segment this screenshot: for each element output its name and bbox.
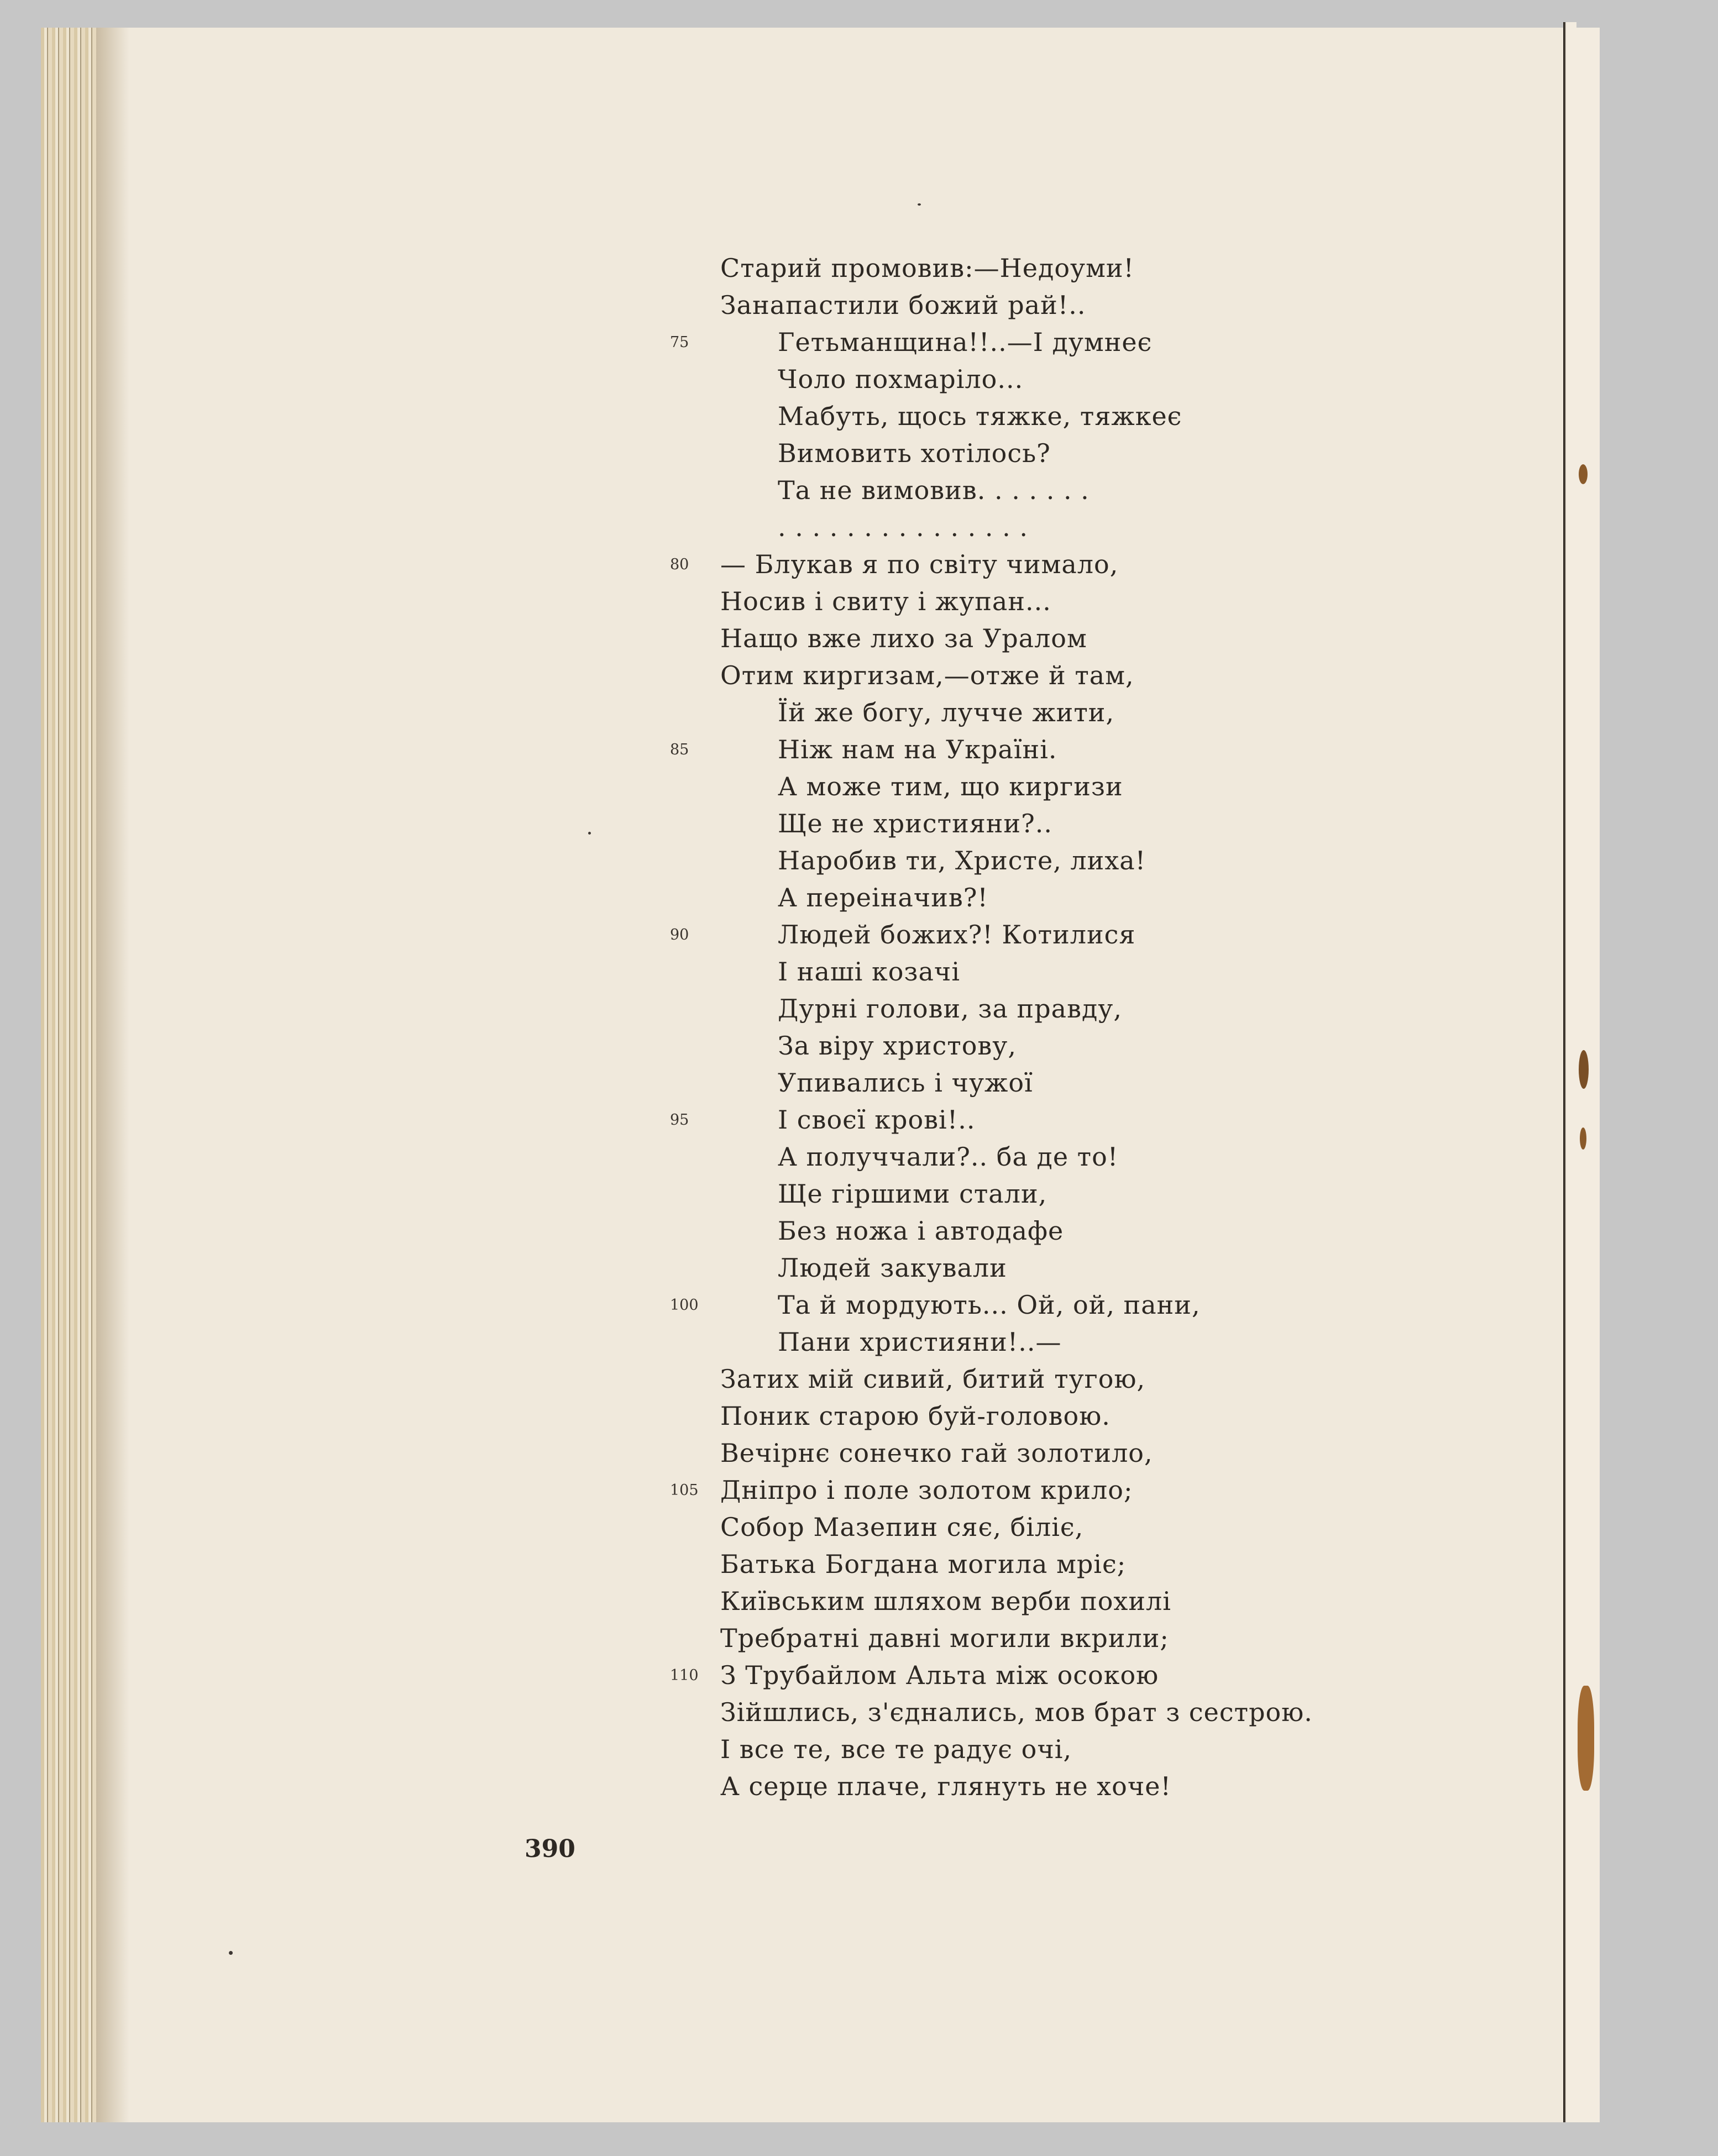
poem-line bbox=[720, 1731, 1583, 1768]
poem-line bbox=[670, 324, 1583, 361]
line-text: Дурні голови, за правду, bbox=[778, 994, 1122, 1024]
poem-line bbox=[720, 1213, 1583, 1250]
line-text: Ще гіршими стали, bbox=[778, 1179, 1047, 1209]
book-gutter bbox=[41, 28, 96, 2122]
line-text: Упивались і чужої bbox=[778, 1068, 1033, 1098]
line-number: 90 bbox=[670, 926, 689, 943]
next-page-edge bbox=[1563, 22, 1576, 2122]
poem-line bbox=[720, 657, 1583, 694]
line-text: А переіначив?! bbox=[778, 883, 988, 912]
line-text: Зійшлись, з'єднались, мов брат з сестрою. bbox=[720, 1697, 1313, 1727]
line-text: Мабуть, щось тяжке, тяжкеє bbox=[778, 401, 1182, 431]
poem-text bbox=[670, 250, 1583, 1805]
line-text: Чоло похмаріло... bbox=[778, 364, 1024, 394]
line-text: Собор Мазепин сяє, біліє, bbox=[720, 1512, 1084, 1542]
line-text: Нащо вже лихо за Уралом bbox=[720, 623, 1087, 653]
poem-line bbox=[720, 990, 1583, 1027]
poem-line bbox=[720, 250, 1583, 287]
line-text: . . . . . . . . . . . . . . . bbox=[778, 512, 1029, 542]
line-text: А получчали?.. ба де то! bbox=[778, 1142, 1119, 1172]
gutter-shadow bbox=[96, 28, 129, 2122]
line-number: 105 bbox=[670, 1482, 699, 1499]
line-text: Затих мій сивий, битий тугою, bbox=[720, 1364, 1146, 1394]
line-number: 75 bbox=[670, 334, 689, 351]
line-text: Батька Богдана могила мріє; bbox=[720, 1549, 1127, 1579]
ink-speck bbox=[229, 1951, 233, 1955]
line-text: Старий промовив:—Недоуми! bbox=[720, 253, 1135, 283]
page-stain bbox=[1579, 1050, 1589, 1089]
poem-line bbox=[720, 509, 1583, 546]
page-stain bbox=[1579, 464, 1588, 484]
poem-line bbox=[720, 1361, 1583, 1398]
poem-line bbox=[720, 583, 1583, 620]
scanned-page bbox=[41, 28, 1600, 2122]
page-number: 390 bbox=[525, 1835, 575, 1863]
line-text: Требратні давні могили вкрили; bbox=[720, 1623, 1169, 1653]
line-number: 110 bbox=[670, 1667, 699, 1684]
line-text: І своєї крові!.. bbox=[778, 1105, 976, 1135]
poem-line bbox=[720, 1324, 1583, 1361]
line-text: І наші козачі bbox=[778, 957, 961, 987]
poem-line bbox=[720, 1768, 1583, 1805]
line-text: Занапастили божий рай!.. bbox=[720, 290, 1086, 320]
poem-line bbox=[720, 1398, 1583, 1435]
poem-line bbox=[670, 1287, 1583, 1324]
line-text: Ніж нам на Україні. bbox=[778, 735, 1057, 764]
line-text: Наробив ти, Христе, лиха! bbox=[778, 846, 1146, 875]
page-stain bbox=[1580, 1127, 1586, 1150]
poem-line bbox=[720, 472, 1583, 509]
poem-line bbox=[720, 768, 1583, 805]
line-number: 85 bbox=[670, 741, 689, 758]
line-text: — Блукав я по світу чимало, bbox=[720, 549, 1119, 579]
poem-line bbox=[720, 1176, 1583, 1213]
line-text: За віру христову, bbox=[778, 1031, 1017, 1061]
poem-line bbox=[720, 1435, 1583, 1472]
poem-line bbox=[720, 1583, 1583, 1620]
poem-line bbox=[670, 731, 1583, 768]
line-text: Ще не християни?.. bbox=[778, 809, 1053, 838]
line-number: 100 bbox=[670, 1297, 699, 1314]
line-text: Отим киргизам,—отже й там, bbox=[720, 660, 1134, 690]
poem-line bbox=[720, 1509, 1583, 1546]
line-text: Вимовить хотілось? bbox=[778, 438, 1051, 468]
poem-line bbox=[720, 1694, 1583, 1731]
line-text: Пани християни!..— bbox=[778, 1327, 1062, 1357]
line-text: Київським шляхом верби похилі bbox=[720, 1586, 1171, 1616]
poem-line bbox=[670, 546, 1583, 583]
ink-speck bbox=[588, 832, 591, 835]
poem-line bbox=[720, 435, 1583, 472]
poem-line bbox=[720, 361, 1583, 398]
poem-line bbox=[670, 1657, 1583, 1694]
line-text: А може тим, що киргизи bbox=[778, 772, 1123, 801]
line-text: А серце плаче, глянуть не хоче! bbox=[720, 1771, 1171, 1801]
poem-line bbox=[720, 879, 1583, 916]
poem-line bbox=[720, 287, 1583, 324]
poem-line bbox=[720, 398, 1583, 435]
line-text: Їй же богу, лучче жити, bbox=[778, 697, 1115, 727]
line-text: Та не вимовив. . . . . . . bbox=[778, 475, 1090, 505]
poem-line bbox=[720, 1546, 1583, 1583]
page-stain bbox=[1578, 1686, 1594, 1791]
line-number: 80 bbox=[670, 556, 689, 573]
line-text: Людей божих?! Котилися bbox=[778, 920, 1136, 950]
poem-line bbox=[720, 805, 1583, 842]
poem-line bbox=[720, 1620, 1583, 1657]
poem-line bbox=[720, 1064, 1583, 1101]
poem-line bbox=[720, 620, 1583, 657]
line-text: З Трубайлом Альта між осокою bbox=[720, 1660, 1159, 1690]
poem-line bbox=[670, 1472, 1583, 1509]
line-text: Без ножа і автодафе bbox=[778, 1216, 1064, 1246]
line-text: Дніпро і поле золотом крило; bbox=[720, 1475, 1133, 1505]
next-page-strip bbox=[1576, 28, 1600, 2122]
poem-line bbox=[720, 842, 1583, 879]
line-text: Поник старою буй-головою. bbox=[720, 1401, 1111, 1431]
poem-line bbox=[720, 1250, 1583, 1287]
ink-speck bbox=[918, 203, 921, 206]
line-text: Та й мордують... Ой, ой, пани, bbox=[778, 1290, 1201, 1320]
poem-line bbox=[720, 1139, 1583, 1176]
poem-line bbox=[720, 694, 1583, 731]
poem-line bbox=[720, 1027, 1583, 1064]
poem-line bbox=[670, 1101, 1583, 1139]
poem-line bbox=[720, 953, 1583, 990]
line-number: 95 bbox=[670, 1111, 689, 1129]
poem-line bbox=[670, 916, 1583, 953]
line-text: Людей закували bbox=[778, 1253, 1007, 1283]
line-text: Носив і свиту і жупан... bbox=[720, 586, 1051, 616]
line-text: Вечірнє сонечко гай золотило, bbox=[720, 1438, 1153, 1468]
line-text: І все те, все те радує очі, bbox=[720, 1734, 1072, 1764]
line-text: Гетьманщина!!..—І думнеє bbox=[778, 327, 1153, 357]
